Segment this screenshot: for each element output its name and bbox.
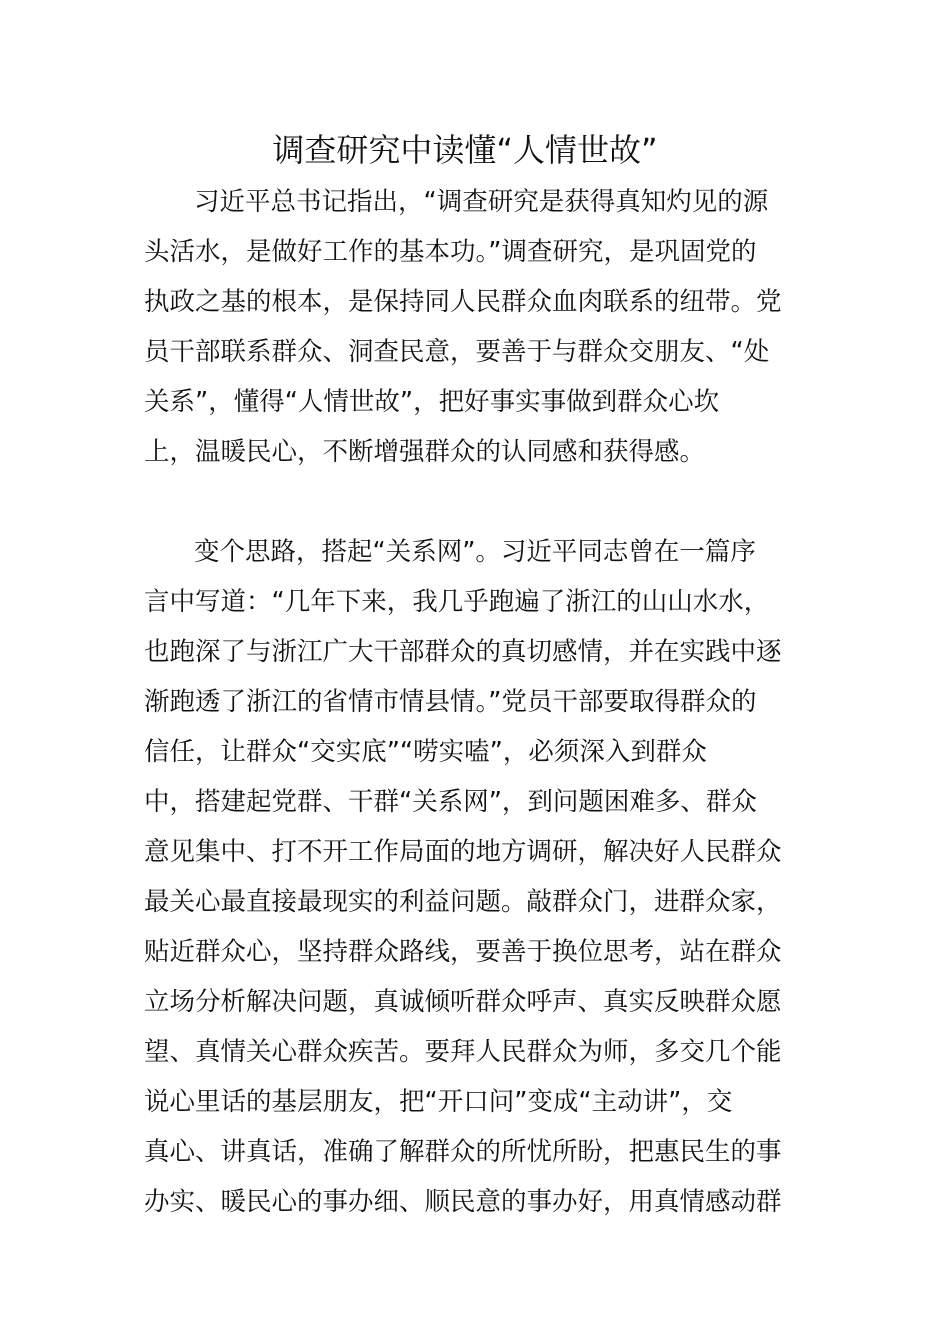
paragraph-2-line-12: 说心里话的基层朋友，把“开口问”变成“主动讲”，交 — [144, 1087, 733, 1117]
paragraph-1-line-3: 执政之基的根本，是保持同人民群众血肉联系的纽带。党 — [144, 287, 782, 317]
paragraph-1-line-5: 关系”，懂得“人情世故”，把好事实事做到群众心坎 — [144, 387, 720, 417]
paragraph-2-line-2: 言中写道：“几年下来，我几乎跑遍了浙江的山山水水， — [144, 587, 770, 617]
paragraph-2-line-11: 望、真情关心群众疾苦。要拜人民群众为师，多交几个能 — [144, 1037, 782, 1067]
paragraph-1-line-2: 头活水，是做好工作的基本功。”调查研究，是巩固党的 — [144, 237, 757, 267]
paragraph-2-line-14: 办实、暖民心的事办细、顺民意的事办好，用真情感动群 — [144, 1187, 782, 1217]
paragraph-1-line-1: 习近平总书记指出，“调查研究是获得真知灼见的源 — [194, 187, 769, 217]
document-title: 调查研究中读懂“人情世故” — [272, 131, 658, 169]
paragraph-2-line-9: 贴近群众心，坚持群众路线，要善于换位思考，站在群众 — [144, 937, 782, 967]
paragraph-2-line-5: 信任，让群众“交实底”“唠实嗑”，必须深入到群众 — [144, 737, 707, 767]
paragraph-2-line-6: 中，搭建起党群、干群“关系网”，到问题困难多、群众 — [144, 787, 757, 817]
paragraph-2-line-3: 也跑深了与浙江广大干部群众的真切感情，并在实践中逐 — [144, 637, 782, 667]
paragraph-2-line-8: 最关心最直接最现实的利益问题。敲群众门，进群众家， — [144, 887, 782, 917]
paragraph-2-line-10: 立场分析解决问题，真诚倾听群众呼声、真实反映群众愿 — [144, 987, 782, 1017]
paragraph-2-line-1: 变个思路，搭起“关系网”。习近平同志曾在一篇序 — [194, 537, 756, 567]
paragraph-2-line-4: 渐跑透了浙江的省情市情县情。”党员干部要取得群众的 — [144, 687, 757, 717]
paragraph-1-line-4: 员干部联系群众、洞查民意，要善于与群众交朋友、“处 — [144, 337, 770, 367]
paragraph-2-line-7: 意见集中、打不开工作局面的地方调研，解决好人民群众 — [144, 837, 782, 867]
paragraph-2-line-13: 真心、讲真话，准确了解群众的所忧所盼，把惠民生的事 — [144, 1137, 782, 1167]
paragraph-1-line-6: 上，温暖民心，不断增强群众的认同感和获得感。 — [144, 437, 706, 467]
